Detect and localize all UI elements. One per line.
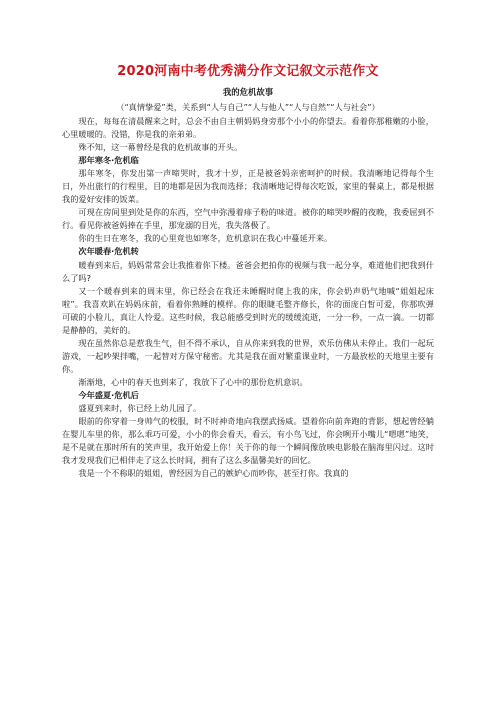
paragraph: 殊不知，这一幕曾经是我的危机故事的开头。 — [78, 142, 243, 153]
paragraph: 现在虽然你总是惹我生气，但不得不承认，自从你来到我的世界，欢乐仿佛从未停止。我们一起玩游戏，一起吵架拌嘴，一起替对方保守秘密。尤其是我在面对繁重课业时，一方最放松的天地里主要有你。 — [62, 337, 434, 374]
paragraph: 现在，每每在清晨醒来之时，总会不由自主朝妈妈身旁那个小小的你望去。看着你那稚嫩的小脸，心里暖暖的。没错，你是我的亲弟弟。 — [62, 116, 434, 140]
paragraph: 渐渐地，心中的春天也到来了，我放下了心中的那份危机意识。 — [78, 376, 308, 387]
section-heading: 那年寒冬·危机临 — [78, 155, 139, 166]
paragraph: 可现在房间里到处是你的东西，空气中弥漫着痱子粉的味道。被你的啼哭吵醒的夜晚，我委屈到不行。看见你被爸妈捧在手里，那宠溺的目光，我失落极了。 — [62, 207, 434, 231]
paragraph: 你的生日在寒冬，我的心里竟也如寒冬，危机意识在我心中蔓延开来。 — [78, 233, 333, 244]
paragraph: 暖春到来后，妈妈常常会让我推着你下楼。爸爸会把拍你的视频与我一起分享，难道他们把我到什么了吗? — [62, 259, 434, 283]
paragraph: 又一个暖春到来的周末里，你已经会在我还未睡醒时爬上我的床，你会奶声奶气地喊“姐姐起床啦”。我喜欢趴在妈妈床前，看着你熟睡的模样。你的眼睫毛整齐修长，你的面庞白皙可爱，你那吹弹可破的小脸儿，真让人怜爱。这些时候，我总能感受到时光的缓缓流逝，一分一秒，一点一滴。一切都是静静的，美好的。 — [62, 285, 434, 335]
paragraph: 盛夏到来时，你已经上幼儿园了。 — [78, 403, 202, 414]
essay-body — [62, 115, 434, 480]
paragraph: 我是一个不称职的姐姐，曾经因为自己的嫉妒心而吵你，甚至打你。我真的 — [78, 468, 349, 479]
essay-category-note: （“真情挚爱”类，关系到“人与自己”“人与他人”“人与自然”“人与社会”） — [116, 102, 380, 112]
section-heading: 次年暖春·危机转 — [78, 246, 139, 257]
document-title: 2020河南中考优秀满分作文记叙文示范作文 — [117, 64, 379, 79]
paragraph: 眼前的你穿着一身帅气的校服，时不时神奇地向我摆武扬威。望着你向前奔跑的背影，想起曾经躺在婴儿车里的你，那么乖巧可爱，小小的你会看天，看云，有小鸟飞过，你会咧开小嘴儿“嗯嗯”地笑，是不是就在那时所有的笑声里，我开始爱上你！关于你的每一个瞬间像放映电影般在脑海里闪过。这时我才发现我们已相伴走了这么长时间，拥有了这么多温馨美好的回忆。 — [62, 416, 434, 466]
paragraph: 那年寒冬，你发出第一声啼哭时，我才十岁，正是被爸妈亲密呵护的时候。我清晰地记得每个生日，外出旅行的行程里，目的地都是因为我而选择；我清晰地记得每次吃饭，家里的餐桌上，都是根据我的爱好安排的饭菜。 — [62, 168, 434, 205]
essay-title: 我的危机故事 — [222, 87, 274, 97]
section-heading: 今年盛夏·危机后 — [78, 389, 139, 400]
